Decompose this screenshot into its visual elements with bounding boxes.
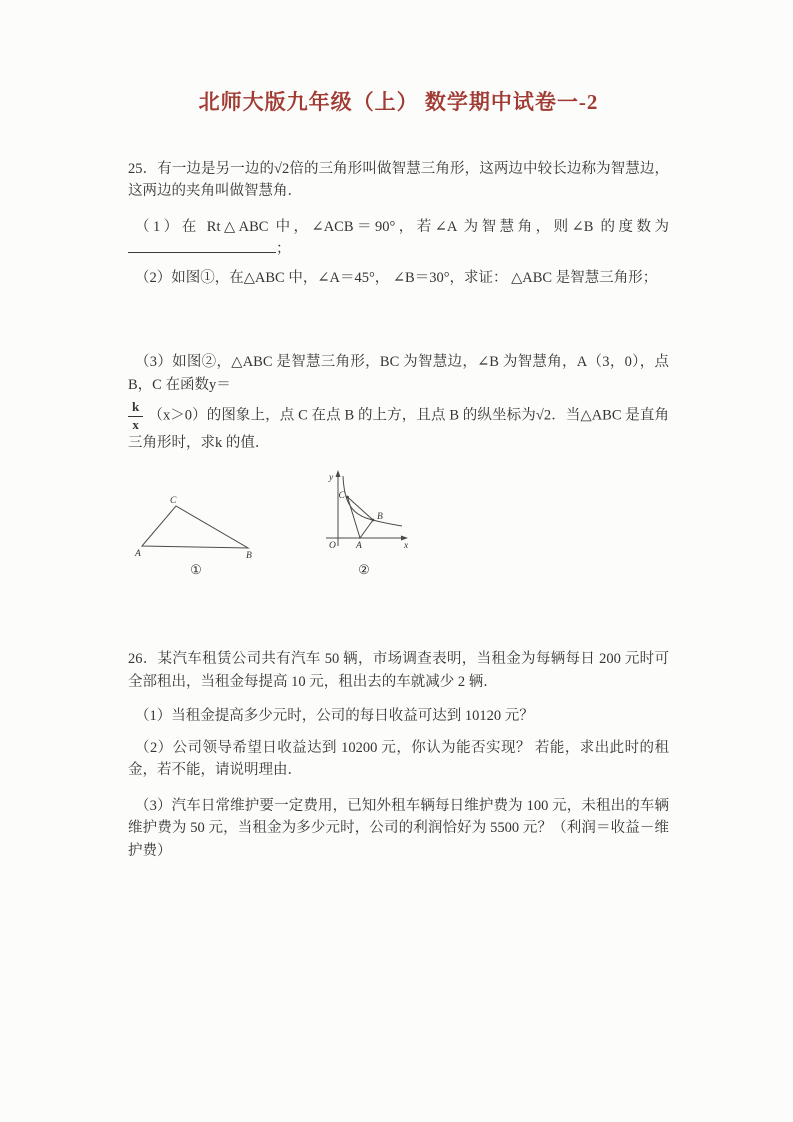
y-axis-arrow [336,470,341,477]
figure-1-caption: ① [190,562,202,578]
vertex-label-c: C [170,496,177,507]
q25-figures [134,468,669,578]
q26-part3: （3）汽车日常维护要一定费用，已知外租车辆每日维护费为 100 元，未租出的车辆维护费为 50 元，当租金为多少元时，公司的利润恰好为 5500 元？（利润＝收益－维护费） [128,797,669,859]
y-axis-label: y [329,473,334,484]
point-a-label: A [356,541,362,552]
q25-part3-line1: （3）如图②，△ABC 是智慧三角形，BC 为智慧边，∠B 为智慧角，A（3，0），点 B，C 在函数y＝ [128,354,669,393]
x-axis-arrow [401,536,408,541]
page-title: 北师大版九年级（上） 数学期中试卷一-2 [198,90,599,114]
answer-blank [128,239,276,254]
q25-part3-line2-text: （x＞0）的图象上，点 C 在点 B 的上方，且点 B 的纵坐标为√2．当△ABC 是直角三角形时，求k 的值． [128,407,669,451]
fraction-k-over-x [128,400,143,432]
triangle-shape [142,506,248,548]
vertex-label-a: A [135,549,141,560]
q26-part2: （2）公司领导希望日收益达到 10200 元，你认为能否实现？ 若能，求出此时的租金，若不能，请说明理由． [128,739,669,779]
coordinate-diagram [316,468,412,560]
point-c [346,496,349,499]
fraction-numerator: k [128,400,143,416]
q26-part1: （1）当租金提高多少元时，公司的每日收益可达到 10120 元？ [135,708,534,725]
question-26 [128,648,669,862]
q25-intro: 25．有一边是另一边的√2倍的三角形叫做智慧三角形，这两边中较长边称为智慧边，这两边的夹角叫做智慧角． [128,161,669,200]
q25-part1-suffix: ； [276,241,291,258]
origin-label: O [329,541,336,552]
q25-part1 [128,216,669,261]
point-b-label: B [377,512,383,523]
fraction-denominator: x [132,416,139,432]
x-axis-label: x [404,541,409,552]
figure-1-triangle [134,494,258,578]
point-c-label: C [338,491,345,502]
point-b [372,519,375,522]
q25-part1-text: （1）在 Rt△ABC 中，∠ACB＝90°，若∠A 为智慧角，则∠B 的度数为 [135,218,669,235]
figure-2-hyperbola [316,468,412,578]
q26-intro: 26．某汽车租赁公司共有汽车 50 辆，市场调查表明，当租金为每辆每日 200 元时可全部租出，当租金每提高 10 元，租出去的车就减少 2 辆． [128,651,669,690]
triangle-abc [348,497,374,538]
q25-part2: （2）如图①，在△ABC 中，∠A＝45°， ∠B＝30°，求证： △ABC 是智慧三角形； [135,269,658,286]
q25-part3-line2 [128,400,669,454]
figure-2-caption: ② [358,562,370,578]
question-25 [128,158,669,578]
vertex-label-b: B [246,551,252,561]
triangle-diagram [134,494,258,560]
